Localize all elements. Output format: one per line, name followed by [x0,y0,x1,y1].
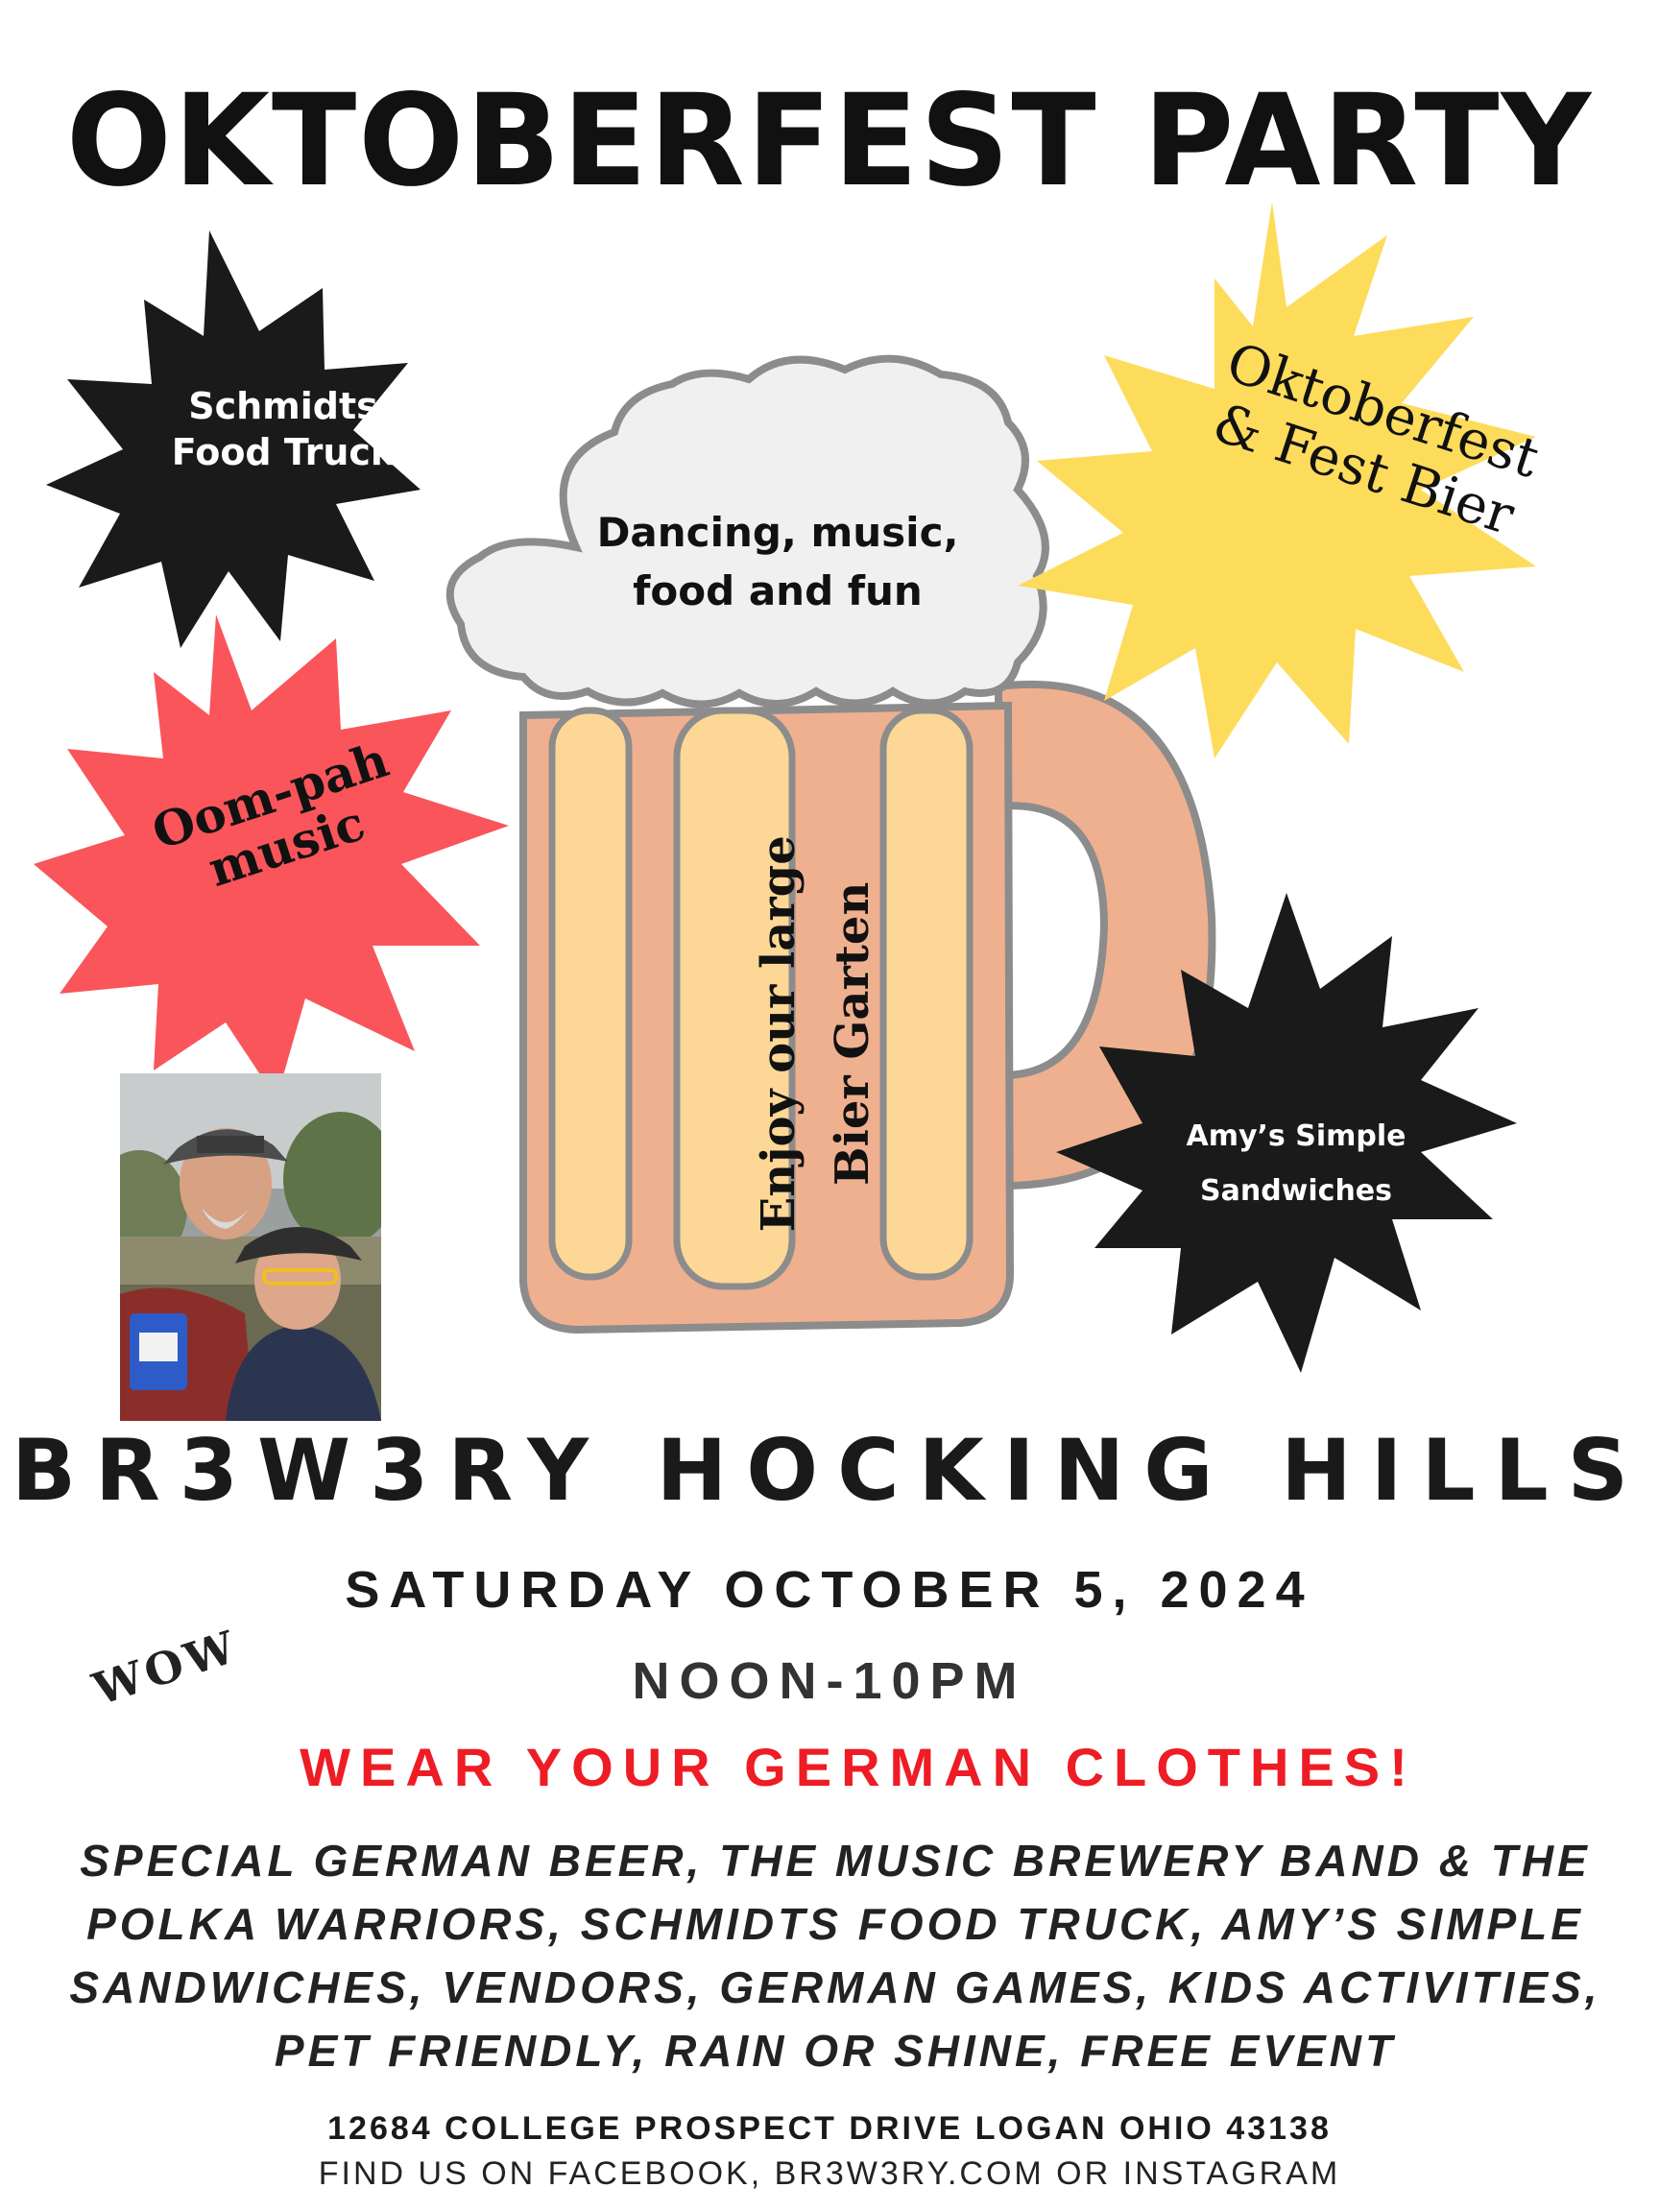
burst-fest-bier-text: Oktoberfest & Fest Bier [1205,331,1547,548]
beer-stripe-left [552,710,629,1277]
venue-name: BR3W3RY HOCKING HILLS [11,1421,1648,1520]
couple-photo [120,1073,381,1421]
burst-food-truck-text: Schmidts Food Truck [171,385,396,473]
address: 12684 COLLEGE PROSPECT DRIVE LOGAN OHIO 43138 [327,2110,1332,2147]
dress-code: WEAR YOUR GERMAN CLOTHES! [300,1737,1417,1797]
event-time: NOON-10PM [632,1652,1027,1710]
mug-body-text: Enjoy our large Bier Garten [752,835,879,1233]
burst-sandwiches-text: Amy’s Simple Sandwiches [1186,1119,1407,1208]
wow-label: WOW [86,1620,245,1716]
page-title: OKTOBERFEST PARTY [65,67,1594,215]
event-details: SPECIAL GERMAN BEER, THE MUSIC BREWERY BAND & THE POLKA WARRIORS, SCHMIDTS FOOD TRUCK, AMY’S SIMPLE SANDWICHES, VENDORS, GERMAN GAMES, KIDS ACTIVITIES, PET FRIENDLY, RAIN OR SHINE, FREE EVENT [69,1836,1601,2076]
event-date: SATURDAY OCTOBER 5, 2024 [345,1561,1314,1619]
beer-stripe-right [883,710,970,1277]
burst-oom-pah-text: Oom-pah music [145,731,396,898]
social-links: FIND US ON FACEBOOK, BR3W3RY.COM OR INSTAGRAM [318,2155,1341,2192]
mug-foam-text: Dancing, music, food and fun [596,509,959,614]
